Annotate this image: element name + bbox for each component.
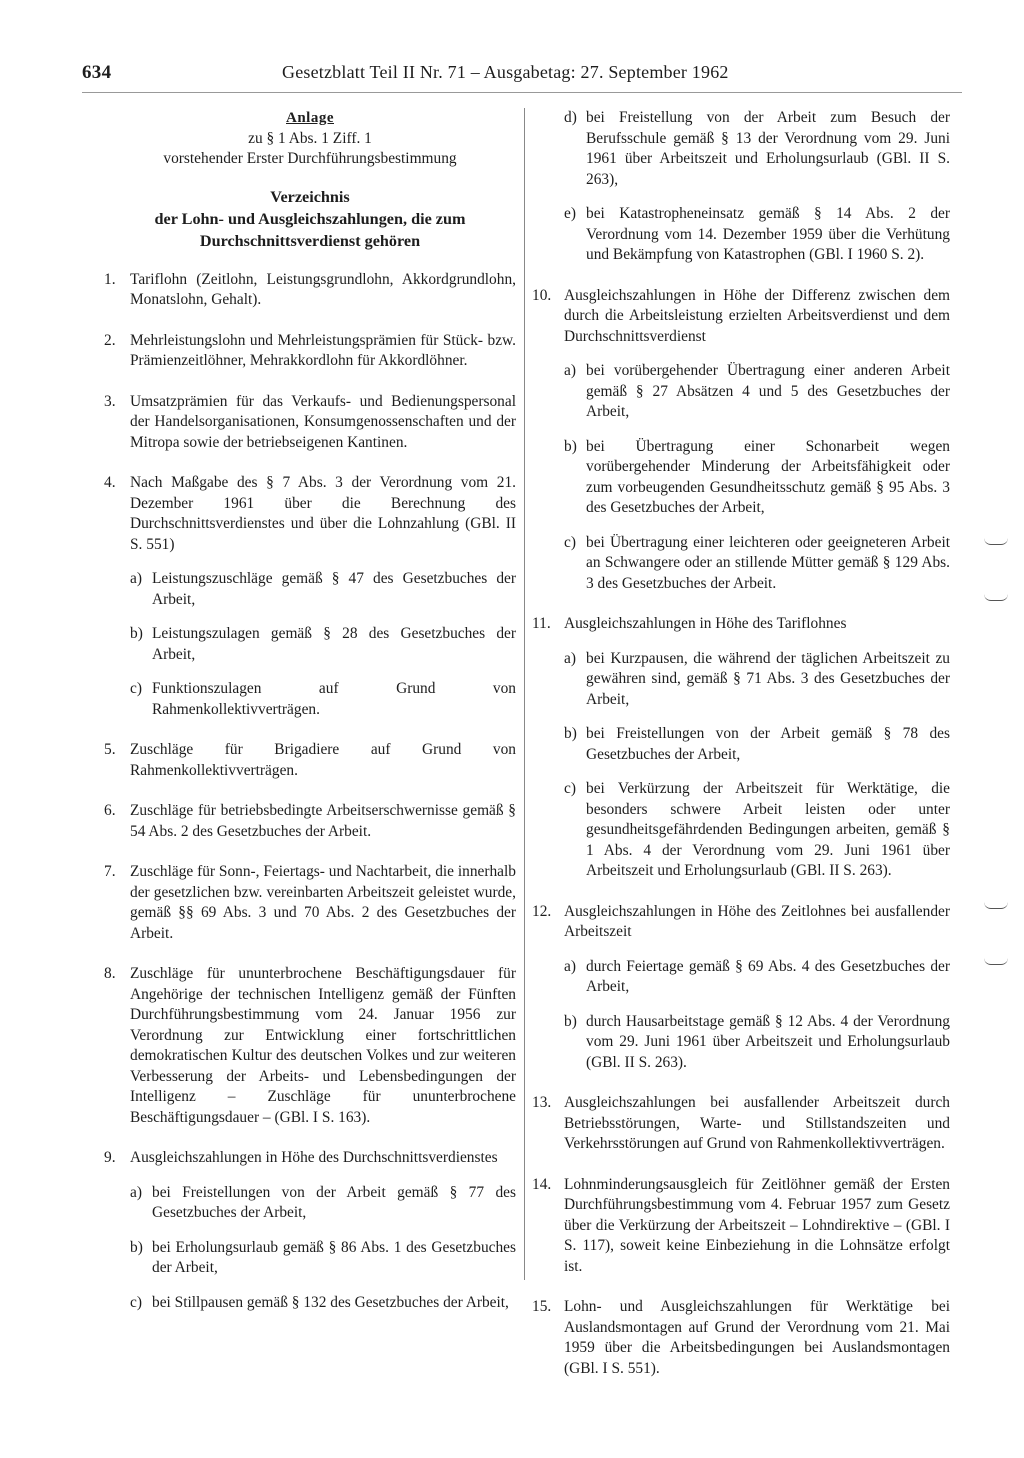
item-number: 9. [104, 1149, 116, 1166]
sub-text: bei Kurzpausen, die während der täglichen Arbeitszeit zu gewähren sind, gemäß § 71 Abs. 3 des Gesetzbuches der Arbeit, [586, 649, 950, 708]
sub-letter: a) [564, 649, 576, 667]
item-text: Ausgleichszahlungen in Höhe des Durchschnittsverdienstes [130, 1149, 498, 1166]
sub-text: bei vorübergehender Übertragung einer anderen Arbeit gemäß § 27 Absätzen 4 und 5 des Gesetzbuches der Arbeit, [586, 362, 950, 420]
sub-item [130, 679, 516, 720]
list-item-12-subs [532, 957, 950, 1074]
sub-text: durch Hausarbeitstage gemäß § 12 Abs. 4 der Verordnung vom 29. Juni 1961 über Arbeitszeit und Erholungsurlaub (GBl. II S. 263). [586, 1012, 950, 1071]
item-text: Lohn- und Ausgleichszahlungen für Werktätige bei Auslandsmontagen auf Grund der Verordnung vom 21. Mai 1959 über die Arbeitsbedingungen bei Auslandsmontagen (GBl. I S. 551). [564, 1298, 950, 1377]
sub-letter: b) [564, 437, 577, 455]
list-item-9-subs [104, 1183, 516, 1314]
list-item-9 [104, 1148, 516, 1169]
item-number: 4. [104, 474, 116, 491]
item-text: Lohnminderungsausgleich für Zeitlöhner gemäß der Ersten Durchführungsbestimmung vom 4. Februar 1957 zum Gesetz über die Verkürzung der Arbeitszeit – Lohndirektive – (GBl. I S. 117), soweit keine Einbeziehung in die Lohnsätze erfolgt ist. [564, 1175, 950, 1275]
item-text: Tariflohn (Zeitlohn, Leistungsgrundlohn, Akkordgrundlohn, Monatslohn, Gehalt). [130, 270, 516, 308]
item-number: 2. [104, 331, 116, 349]
list-item-14 [532, 1175, 950, 1278]
item-number: 10. [532, 286, 552, 304]
sub-letter: b) [130, 625, 143, 642]
list-item-10-subs [532, 361, 950, 594]
sub-letter: e) [564, 205, 576, 222]
anlage-line-2: vorstehender Erster Durchführungsbestimmung [163, 150, 457, 167]
list-item-5 [104, 740, 516, 781]
sub-text: bei Freistellung von der Arbeit zum Besuch der Berufsschule gemäß § 13 der Verordnung vom 29. Juni 1961 über Arbeitszeit und Erholungsurlaub (GBl. II S. 263), [586, 109, 950, 188]
item-text: Mehrleistungslohn und Mehrleistungsprämien für Stück- bzw. Prämienzeitlöhner, Mehrakkordlohn für Akkordlöhner. [130, 331, 516, 369]
sub-letter: a) [130, 570, 142, 587]
sub-text: Leistungszulagen gemäß § 28 des Gesetzbuches der Arbeit, [152, 625, 516, 663]
item-number: 14. [532, 1175, 552, 1193]
sub-item [564, 533, 950, 595]
item-text: Ausgleichszahlungen bei ausfallender Arbeitszeit durch Betriebsstörungen, Warte- und Stillstandszeiten und Verkehrsstörungen auf Grund von Rahmenkollektivverträgen. [564, 1094, 950, 1152]
sub-item [564, 437, 950, 519]
item-text: Ausgleichszahlungen in Höhe der Differenz zwischen dem durch die Arbeitsleistung erzielten Arbeitsverdienst und dem Durchschnittsverdienst [564, 286, 950, 345]
item-text: Nach Maßgabe des § 7 Abs. 3 der Verordnung vom 21. Dezember 1961 über die Berechnung des Durchschnittsverdienstes und über die Lohnzahlung (GBl. II S. 551) [130, 474, 516, 553]
sub-item [564, 361, 950, 423]
margin-mark [984, 538, 1008, 545]
sub-letter: c) [564, 780, 576, 797]
sub-item [130, 569, 516, 610]
sub-item [130, 1183, 516, 1224]
margin-mark [984, 902, 1008, 909]
sub-letter: a) [130, 1183, 142, 1201]
list-item-8 [104, 964, 516, 1128]
sub-text: Funktionszulagen auf Grund von Rahmenkollektivverträgen. [152, 680, 516, 718]
page-number: 634 [82, 62, 112, 83]
item-number: 8. [104, 965, 116, 982]
list-item-1 [104, 270, 516, 311]
sub-text: bei Stillpausen gemäß § 132 des Gesetzbuches der Arbeit, [152, 1293, 509, 1311]
anlage-block [104, 108, 516, 170]
sub-text: bei Freistellungen von der Arbeit gemäß § 77 des Gesetzbuches der Arbeit, [152, 1183, 516, 1221]
anlage-line-1: zu § 1 Abs. 1 Ziff. 1 [248, 129, 372, 147]
item-text: Zuschläge für Brigadiere auf Grund von Rahmenkollektivverträgen. [130, 741, 516, 779]
page-header [82, 62, 962, 88]
item-text: Zuschläge für Sonn-, Feiertags- und Nachtarbeit, die innerhalb der gesetzlichen bzw. vereinbarten Arbeitszeit geleistet wurde, gemäß §§ 69 Abs. 3 und 70 Abs. 2 des Gesetzbuches der Arbeit. [130, 863, 516, 942]
item-text: Ausgleichszahlungen in Höhe des Zeitlohnes bei ausfallender Arbeitszeit [564, 902, 950, 940]
list-item-13 [532, 1093, 950, 1155]
list-item-10 [532, 286, 950, 348]
sub-letter: d) [564, 109, 577, 126]
list-item-12 [532, 902, 950, 943]
sub-text: bei Freistellungen von der Arbeit gemäß § 78 des Gesetzbuches der Arbeit, [586, 725, 950, 763]
sub-letter: c) [130, 680, 142, 697]
item-text: Umsatzprämien für das Verkaufs- und Bedienungspersonal der Handelsorganisationen, Konsumgenossenschaften und der Mitropa sowie der betriebseigenen Kantinen. [130, 392, 516, 451]
sub-letter: a) [564, 957, 576, 975]
anlage-title: Anlage [286, 110, 334, 126]
heading-line-1: Verzeichnis [270, 187, 350, 206]
list-item-11-subs [532, 649, 950, 882]
item-text: Zuschläge für ununterbrochene Beschäftigungsdauer für Angehörige der technischen Intelligenz gemäß der Fünften Durchführungsbestimmung vom 24. Januar 1956 zur Verordnung zur Entwicklung einer fortschrittlichen demokratischen Kultur des deutschen Volkes und zur weiteren Verbesserung der Arbeits- und Lebensbedingungen der Intelligenz – Zuschläge für ununterbrochene Beschäftigungsdauer – (GBl. I S. 163). [130, 965, 516, 1126]
sub-item [564, 1012, 950, 1074]
sub-text: bei Übertragung einer leichteren oder geeigneteren Arbeit an Schwangere oder an stillende Mütter gemäß § 129 Abs. 3 des Gesetzbuches der Arbeit. [586, 533, 950, 592]
margin-mark [984, 594, 1008, 601]
sub-letter: b) [564, 725, 577, 742]
item-number: 3. [104, 392, 116, 410]
header-title: Gesetzblatt Teil II Nr. 71 – Ausgabetag: 27. September 1962 [282, 62, 729, 82]
sub-item [564, 957, 950, 998]
list-item-7 [104, 862, 516, 944]
sub-letter: c) [564, 533, 576, 551]
item-number: 13. [532, 1094, 552, 1111]
continued-subs [532, 108, 950, 266]
sub-item [130, 624, 516, 665]
sub-letter: b) [130, 1238, 143, 1256]
list-item-6 [104, 801, 516, 842]
list-item-4-subs [104, 569, 516, 720]
list-item-15 [532, 1297, 950, 1379]
item-number: 12. [532, 902, 552, 920]
list-item-3 [104, 392, 516, 454]
header-rule [82, 92, 962, 93]
sub-text: bei Übertragung einer Schonarbeit wegen vorübergehender Minderung der Arbeitsfähigkeit oder zum vorbeugenden Gesundheitsschutz gemäß § 95 Abs. 3 des Gesetzbuches der Arbeit, [586, 437, 950, 516]
sub-item [130, 1293, 516, 1314]
item-text: Ausgleichszahlungen in Höhe des Tariflohnes [564, 615, 847, 632]
right-column [532, 108, 950, 1379]
list-item-2 [104, 331, 516, 372]
heading-line-3: Durchschnittsverdienst gehören [199, 231, 421, 250]
sub-item [564, 204, 950, 266]
sub-letter: a) [564, 362, 576, 379]
item-text: Zuschläge für betriebsbedingte Arbeitserschwernisse gemäß § 54 Abs. 2 des Gesetzbuches der Arbeit. [130, 802, 516, 840]
sub-item [130, 1238, 516, 1279]
item-number: 5. [104, 741, 116, 758]
item-number: 15. [532, 1298, 552, 1315]
sub-text: bei Verkürzung der Arbeitszeit für Werktätige, die besonders schwere Arbeit leisten oder unter gesundheitsgefährdenden Bedingungen arbeiten, gemäß § 1 Abs. 4 der Verordnung vom 29. Juni 1961 über Arbeitszeit und Erholungsurlaub (GBl. II S. 263). [586, 780, 950, 879]
column-divider [524, 108, 525, 1280]
left-column [104, 108, 516, 1313]
item-number: 1. [104, 270, 116, 288]
list-item-4 [104, 473, 516, 555]
sub-letter: b) [564, 1012, 577, 1030]
sub-text: bei Erholungsurlaub gemäß § 86 Abs. 1 des Gesetzbuches der Arbeit, [152, 1238, 516, 1276]
heading-line-2: der Lohn- und Ausgleichszahlungen, die zum [154, 209, 466, 228]
item-number: 11. [532, 615, 551, 632]
sub-text: bei Katastropheneinsatz gemäß § 14 Abs. 2 der Verordnung vom 14. Dezember 1959 über die Verhütung und Bekämpfung von Katastrophen (GBl. I 1960 S. 2). [586, 205, 950, 263]
sub-letter: c) [130, 1293, 142, 1311]
sub-text: Leistungszuschläge gemäß § 47 des Gesetzbuches der Arbeit, [152, 570, 516, 608]
margin-mark [984, 958, 1008, 965]
item-number: 6. [104, 802, 116, 819]
item-number: 7. [104, 863, 116, 880]
sub-item [564, 108, 950, 190]
sub-item [564, 649, 950, 711]
section-heading [104, 186, 516, 252]
sub-text: durch Feiertage gemäß § 69 Abs. 4 des Gesetzbuches der Arbeit, [586, 957, 950, 995]
sub-item [564, 779, 950, 882]
list-item-11 [532, 614, 950, 635]
sub-item [564, 724, 950, 765]
